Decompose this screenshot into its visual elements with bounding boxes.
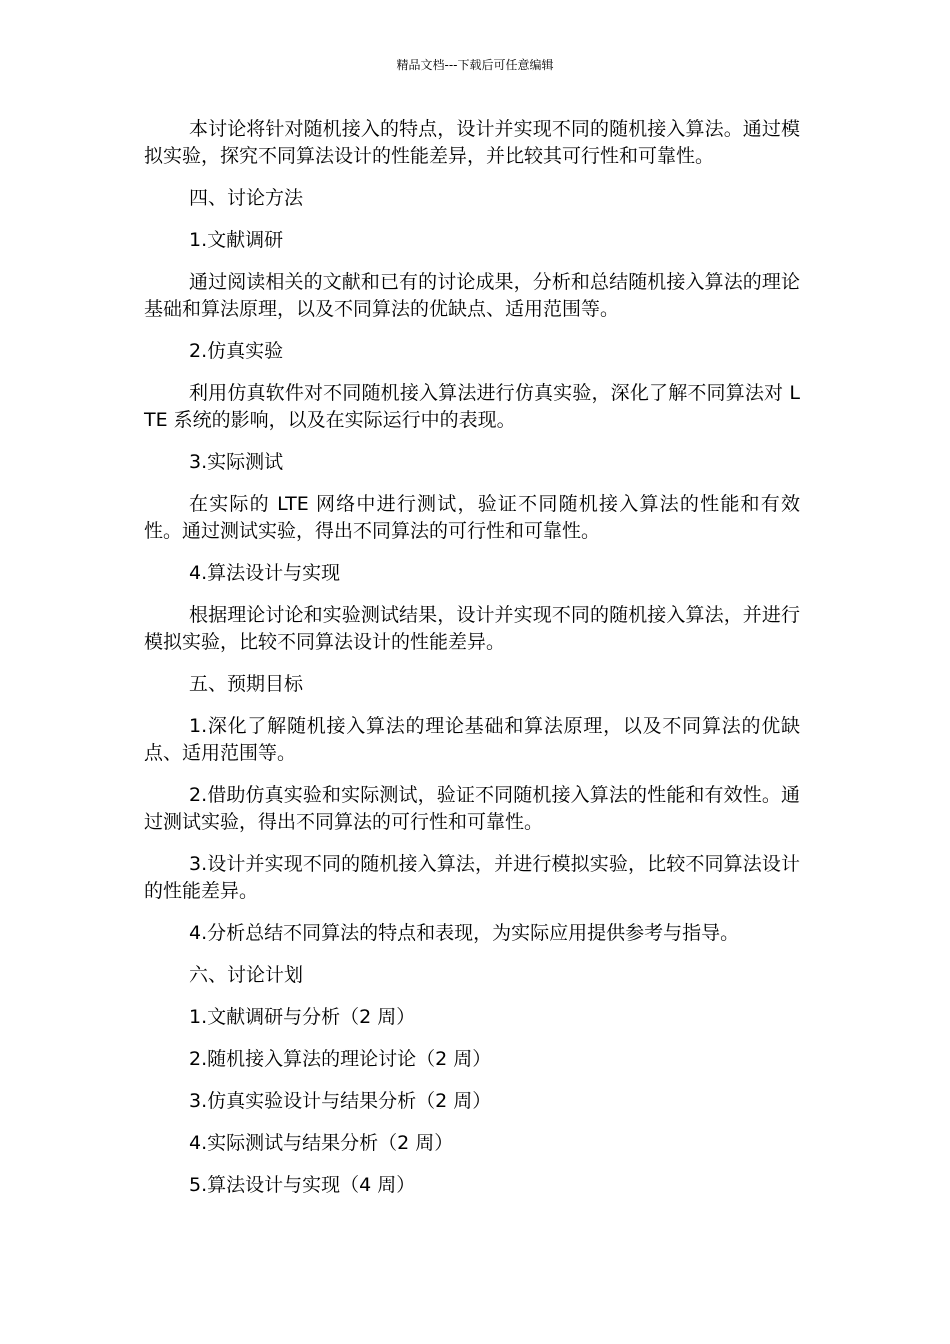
subheading-simulation: 2.仿真实验 (189, 340, 284, 362)
section-heading-methods: 四、讨论方法 (189, 187, 304, 209)
paragraph-simulation: 利用仿真软件对不同随机接入算法进行仿真实验，深化了解不同算法对 LTE 系统的影响，以及在实际运行中的表现。 (144, 382, 800, 431)
paragraph-field-test: 在实际的 LTE 网络中进行测试，验证不同随机接入算法的性能和有效性。通过测试实验，得出不同算法的可行性和可靠性。 (144, 493, 800, 542)
goal-item-4: 4.分析总结不同算法的特点和表现，为实际应用提供参考与指导。 (189, 922, 740, 944)
plan-item-3: 3.仿真实验设计与结果分析（2 周） (189, 1090, 492, 1112)
document-body (144, 116, 800, 1214)
plan-item-5: 5.算法设计与实现（4 周） (189, 1174, 416, 1196)
page-header: 精品文档---下载后可任意编辑 (396, 58, 554, 72)
paragraph-intro: 本讨论将针对随机接入的特点，设计并实现不同的随机接入算法。通过模拟实验，探究不同算法设计的性能差异，并比较其可行性和可靠性。 (144, 118, 800, 167)
section-heading-goals: 五、预期目标 (189, 673, 304, 695)
paragraph-algorithm-design: 根据理论讨论和实验测试结果，设计并实现不同的随机接入算法，并进行模拟实验，比较不同算法设计的性能差异。 (144, 604, 800, 653)
goal-item-2: 2.借助仿真实验和实际测试，验证不同随机接入算法的性能和有效性。通过测试实验，得出不同算法的可行性和可靠性。 (144, 784, 800, 833)
plan-item-2: 2.随机接入算法的理论讨论（2 周） (189, 1048, 492, 1070)
section-heading-plan: 六、讨论计划 (189, 964, 304, 986)
plan-item-1: 1.文献调研与分析（2 周） (189, 1006, 416, 1028)
plan-item-4: 4.实际测试与结果分析（2 周） (189, 1132, 454, 1154)
subheading-algorithm-design: 4.算法设计与实现 (189, 562, 341, 584)
subheading-field-test: 3.实际测试 (189, 451, 284, 473)
goal-item-1: 1.深化了解随机接入算法的理论基础和算法原理，以及不同算法的优缺点、适用范围等。 (144, 715, 800, 764)
goal-item-3: 3.设计并实现不同的随机接入算法，并进行模拟实验，比较不同算法设计的性能差异。 (144, 853, 800, 902)
subheading-literature-review: 1.文献调研 (189, 229, 284, 251)
paragraph-literature-review: 通过阅读相关的文献和已有的讨论成果，分析和总结随机接入算法的理论基础和算法原理，以及不同算法的优缺点、适用范围等。 (144, 271, 800, 320)
